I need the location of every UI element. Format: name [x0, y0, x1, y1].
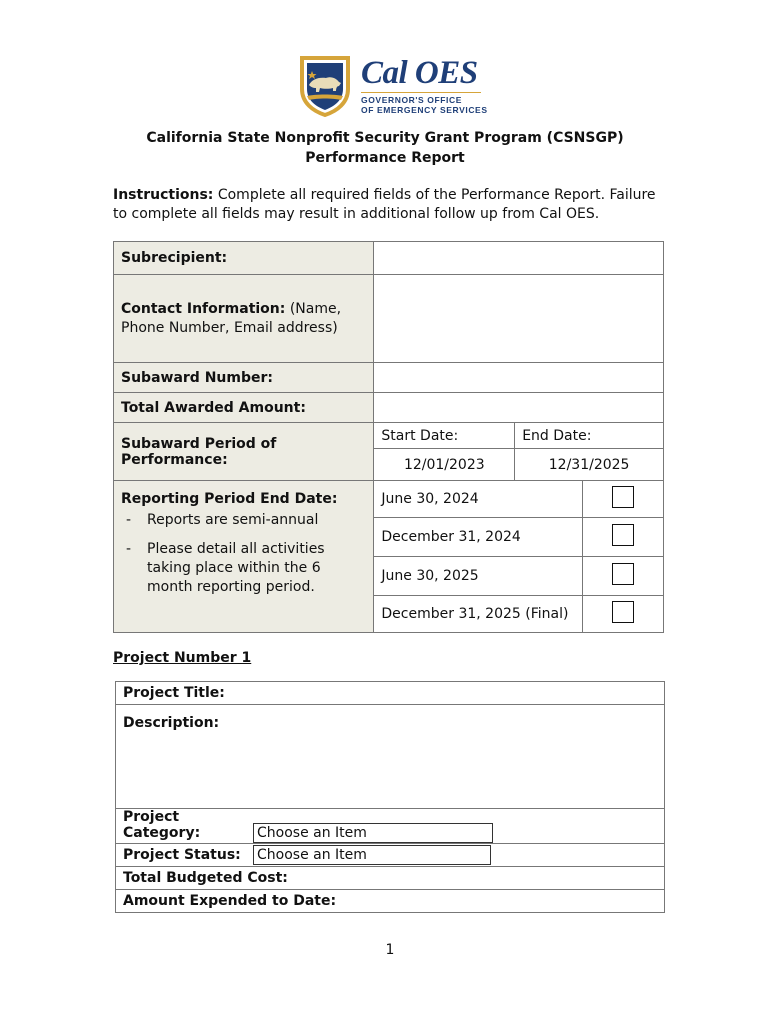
instructions-text: Complete all required fields of the Performance Report. Failure to complete all fields may result in additional follow up from Cal OES. [113, 187, 656, 222]
project-status-dropdown[interactable]: Choose an Item [253, 845, 491, 865]
total-budgeted-label: Total Budgeted Cost: [123, 870, 288, 886]
logo-subtitle-1: GOVERNOR'S OFFICE [361, 95, 463, 105]
project-status-label: Project Status: [123, 847, 241, 863]
end-date-value[interactable]: 12/31/2025 [515, 449, 664, 481]
logo-subtitle-2: OF EMERGENCY SERVICES [361, 105, 488, 115]
contact-label-cell [114, 275, 374, 363]
bear-shield-icon [299, 55, 351, 117]
reporting-period-label: Reporting Period End Date: [121, 491, 338, 507]
project-category-label: Project Category: [123, 809, 201, 841]
subrecipient-label: Subrecipient: [114, 242, 374, 275]
project-category-row [116, 809, 665, 844]
end-date-label: End Date: [515, 423, 664, 449]
total-awarded-field[interactable] [374, 393, 664, 423]
amount-expended-row[interactable] [116, 890, 665, 913]
instructions-label: Instructions: [113, 187, 214, 203]
total-budgeted-row[interactable] [116, 867, 665, 890]
subrecipient-field[interactable] [374, 242, 664, 275]
project-title-row[interactable] [116, 682, 665, 705]
contact-field[interactable] [374, 275, 664, 363]
description-label: Description: [123, 715, 220, 731]
start-date-label: Start Date: [374, 423, 515, 449]
amount-expended-label: Amount Expended to Date: [123, 893, 337, 909]
logo-name: Cal OES [361, 55, 478, 91]
project-title-label: Project Title: [123, 685, 225, 701]
reporting-checkbox-1[interactable] [612, 486, 634, 508]
reporting-notes [121, 511, 366, 597]
project-table [115, 681, 665, 913]
document-title [0, 128, 770, 168]
reporting-checkbox-4[interactable] [612, 601, 634, 623]
description-row[interactable] [116, 705, 665, 809]
subaward-number-field[interactable] [374, 363, 664, 393]
contact-hint: (Name, Phone Number, Email address) [121, 300, 342, 336]
page-number: 1 [385, 942, 395, 958]
reporting-date-3: June 30, 2025 [374, 557, 583, 596]
reporting-period-cell [114, 481, 374, 633]
logo-divider [361, 92, 481, 93]
reporting-date-4: December 31, 2025 (Final) [374, 596, 583, 633]
reporting-checkbox-3[interactable] [612, 563, 634, 585]
logo-wordmark [361, 56, 488, 115]
period-label: Subaward Period of Performance: [114, 423, 374, 481]
reporting-checkbox-2[interactable] [612, 524, 634, 546]
reporting-date-1: June 30, 2024 [374, 481, 583, 518]
contact-label: Contact Information: [121, 300, 286, 317]
title-line-1: California State Nonprofit Security Grant Program (CSNSGP) [146, 130, 624, 146]
project-heading: Project Number 1 [113, 650, 252, 666]
info-table [113, 241, 664, 633]
reporting-date-2: December 31, 2024 [374, 518, 583, 557]
reporting-checkbox-cell [583, 518, 664, 557]
subaward-number-label: Subaward Number: [114, 363, 374, 393]
project-category-dropdown[interactable]: Choose an Item [253, 823, 493, 843]
reporting-checkbox-cell [583, 596, 664, 633]
total-awarded-label: Total Awarded Amount: [114, 393, 374, 423]
instructions [113, 186, 673, 224]
reporting-checkbox-cell [583, 481, 664, 518]
start-date-value[interactable]: 12/01/2023 [374, 449, 515, 481]
reporting-note: - Reports are semi-annual [121, 511, 366, 530]
reporting-note: - Please detail all activities taking place within the 6 month reporting period. [121, 540, 366, 597]
project-status-row [116, 844, 665, 867]
title-line-2: Performance Report [305, 150, 465, 166]
reporting-checkbox-cell [583, 557, 664, 596]
